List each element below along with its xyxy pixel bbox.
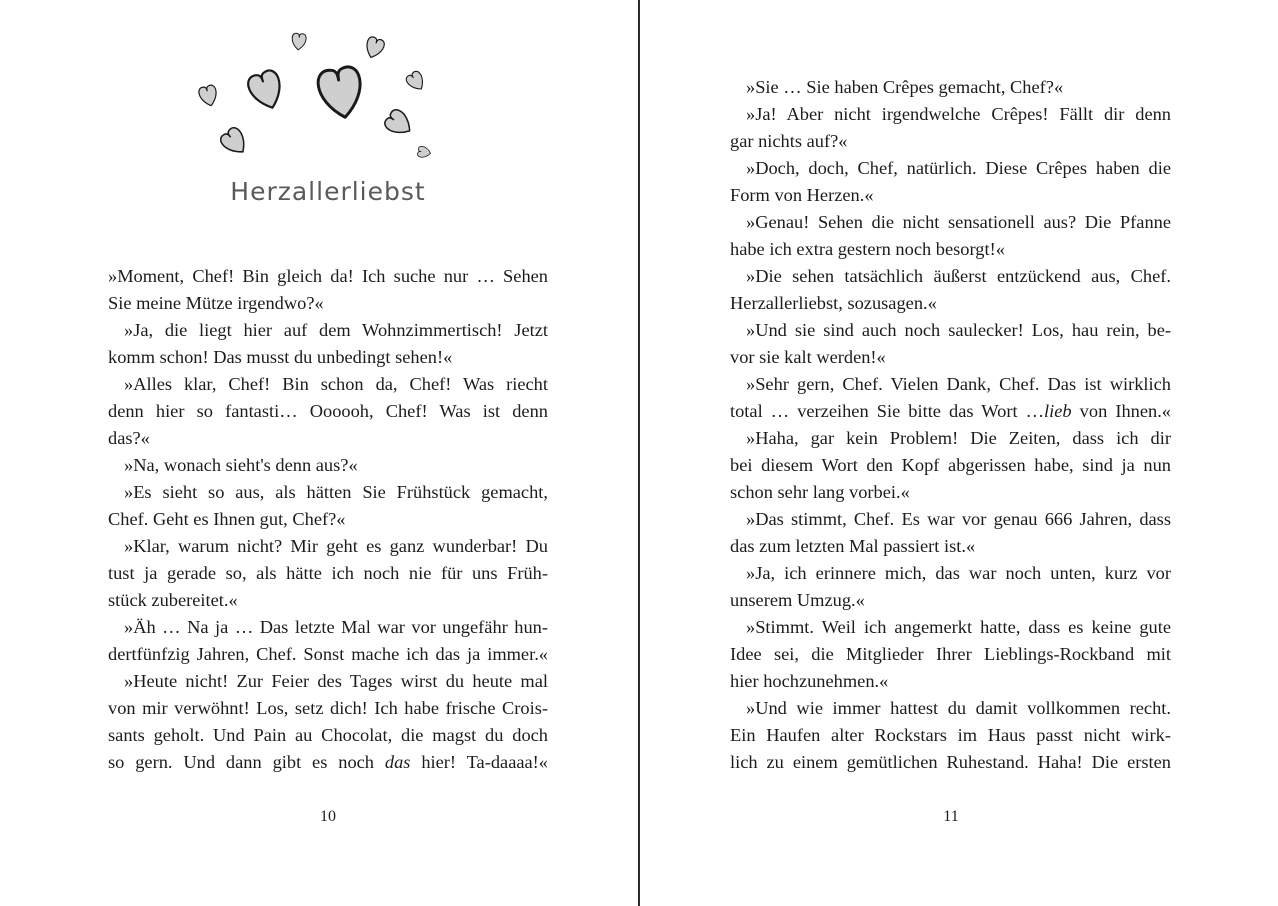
text-line: »Moment, Chef! Bin gleich da! Ich suche nur … Sehen xyxy=(108,266,548,286)
text-line: »Und wie immer hattest du damit vollkommen recht. xyxy=(746,698,1171,718)
text-line: Idee sei, die Mitglieder Ihrer Lieblings-Rockband mit xyxy=(730,644,1171,664)
left-page xyxy=(0,0,638,906)
text-line: »Das stimmt, Chef. Es war vor genau 666 Jahren, dass xyxy=(746,509,1171,529)
text-line: hier hochzunehmen.« xyxy=(730,671,889,691)
page-number-right: 11 xyxy=(943,808,959,825)
text-line: »Ja, ich erinnere mich, das war noch unten, kurz vor xyxy=(746,563,1171,583)
text-line: »Ja, die liegt hier auf dem Wohnzimmertisch! Jetzt xyxy=(124,320,548,340)
text-line: dertfünfzig Jahren, Chef. Sonst mache ich das ja immer.« xyxy=(108,644,548,664)
text-line: »Ja! Aber nicht irgendwelche Crêpes! Fällt dir denn xyxy=(746,104,1171,124)
text-line: unserem Umzug.« xyxy=(730,590,865,610)
text-line: Ein Haufen alter Rockstars im Haus passt nicht wirk- xyxy=(730,725,1171,745)
text-line: »Stimmt. Weil ich angemerkt hatte, dass es keine gute xyxy=(746,617,1171,637)
text-line: »Haha, gar kein Problem! Die Zeiten, dass ich dir xyxy=(746,428,1171,448)
text-line: vor sie kalt werden!« xyxy=(730,347,886,367)
text-line: total … verzeihen Sie bitte das Wort …lieb von Ihnen.« xyxy=(730,401,1171,421)
emphasis: das xyxy=(384,752,411,772)
text-line: Form von Herzen.« xyxy=(730,185,874,205)
text-line: denn hier so fantasti… Oooooh, Chef! Was ist denn xyxy=(108,401,548,421)
text-line: das?« xyxy=(108,428,150,448)
text-line: »Die sehen tatsächlich äußerst entzückend aus, Chef. xyxy=(746,266,1171,286)
text-line: »Und sie sind auch noch saulecker! Los, hau rein, be- xyxy=(746,320,1171,340)
text-line: das zum letzten Mal passiert ist.« xyxy=(730,536,976,556)
text-line: »Sie … Sie haben Crêpes gemacht, Chef?« xyxy=(746,77,1064,97)
text-line: »Sehr gern, Chef. Vielen Dank, Chef. Das ist wirklich xyxy=(746,374,1171,394)
text-line: »Heute nicht! Zur Feier des Tages wirst du heute mal xyxy=(124,671,548,691)
text-line: stück zubereitet.« xyxy=(108,590,238,610)
text-line: bei diesem Wort den Kopf abgerissen habe, sind ja nun xyxy=(730,455,1171,475)
text-line: gar nichts auf?« xyxy=(730,131,848,151)
text-line: »Alles klar, Chef! Bin schon da, Chef! Was riecht xyxy=(124,374,548,394)
text-line: lich zu einem gemütlichen Ruhestand. Haha! Die ersten xyxy=(730,752,1171,772)
text-line: »Na, wonach sieht's denn aus?« xyxy=(124,455,358,475)
text-line: Sie meine Mütze irgendwo?« xyxy=(108,293,324,313)
text-line: komm schon! Das musst du unbedingt sehen!« xyxy=(108,347,453,367)
chapter-title: Herzallerliebst xyxy=(230,177,426,206)
text-line: von mir verwöhnt! Los, setz dich! Ich habe frische Crois- xyxy=(108,698,548,718)
text-line: Chef. Geht es Ihnen gut, Chef?« xyxy=(108,509,346,529)
page-number-left: 10 xyxy=(320,808,336,825)
text-line: tust ja gerade so, als hätte ich noch nie für uns Früh- xyxy=(108,563,548,583)
text-line: Herzallerliebst, sozusagen.« xyxy=(730,293,937,313)
text-line: »Äh … Na ja … Das letzte Mal war vor ungefähr hun- xyxy=(124,617,548,637)
text-line: so gern. Und dann gibt es noch das hier! Ta-daaaa!« xyxy=(108,752,548,772)
left-page-text xyxy=(108,263,548,776)
text-line: »Es sieht so aus, als hätten Sie Frühstück gemacht, xyxy=(124,482,548,502)
emphasis: lieb xyxy=(1044,401,1072,421)
right-page xyxy=(640,0,1278,906)
flying-hearts-illustration xyxy=(185,22,445,172)
text-line: sants geholt. Und Pain au Chocolat, die magst du doch xyxy=(108,725,548,745)
text-line: »Klar, warum nicht? Mir geht es ganz wunderbar! Du xyxy=(124,536,548,556)
right-page-text xyxy=(730,74,1171,776)
text-line: schon sehr lang vorbei.« xyxy=(730,482,910,502)
text-line: »Doch, doch, Chef, natürlich. Diese Crêpes haben die xyxy=(746,158,1171,178)
text-line: habe ich extra gestern noch besorgt!« xyxy=(730,239,1005,259)
text-line: »Genau! Sehen die nicht sensationell aus? Die Pfanne xyxy=(746,212,1171,232)
